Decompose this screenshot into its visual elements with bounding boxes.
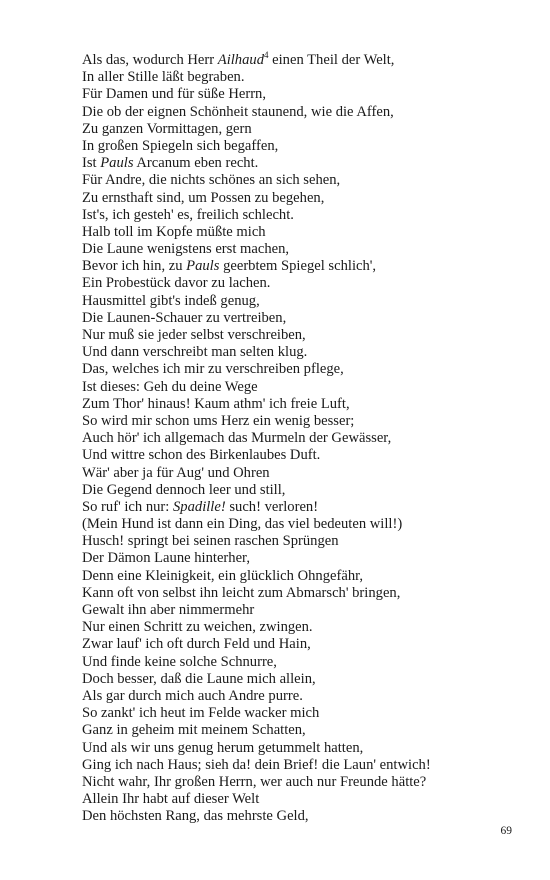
- line-text: Die Launen-Schauer zu vertreiben,: [82, 309, 287, 326]
- line-text: Nur muß sie jeder selbst verschreiben,: [82, 327, 306, 343]
- line-text: Die ob der eignen Schönheit staunend, wie die Affen,: [82, 103, 394, 120]
- italic-text: Pauls: [100, 155, 134, 172]
- poem-line: [82, 327, 522, 344]
- poem-line: [82, 722, 522, 739]
- line-text: Das, welches ich mir zu verschreiben pflege,: [82, 361, 344, 378]
- poem-line: [82, 430, 522, 447]
- line-text: Halb toll im Kopfe müßte mich: [82, 223, 266, 240]
- poem-line: [82, 379, 522, 396]
- line-text: Ein Probestück davor zu lachen.: [82, 275, 271, 292]
- line-text: Und finde keine solche Schnurre,: [82, 653, 277, 670]
- line-text: Ist dieses: Geh du deine Wege: [82, 378, 258, 395]
- line-text: Für Damen und für süße Herrn,: [82, 86, 266, 103]
- poem-line: [82, 757, 522, 774]
- line-text: In großen Spiegeln sich begaffen,: [82, 137, 279, 154]
- line-text: (Mein Hund ist dann ein Ding, das viel bedeuten will!): [82, 516, 403, 533]
- line-text: Der Dämon Laune hinterher,: [82, 550, 250, 567]
- poem-text: [82, 52, 522, 825]
- line-text: So wird mir schon ums Herz ein wenig besser;: [82, 412, 355, 429]
- line-text: Allein Ihr habt auf dieser Welt: [82, 791, 260, 808]
- poem-line: [82, 413, 522, 430]
- poem-line: [82, 344, 522, 361]
- line-text: In aller Stille läßt begraben.: [82, 69, 245, 86]
- poem-line: [82, 121, 522, 138]
- poem-line: [82, 361, 522, 378]
- line-text: Und wittre schon des Birkenlaubes Duft.: [82, 447, 321, 464]
- line-text: Ganz in geheim mit meinem Schatten,: [82, 722, 306, 739]
- line-text: Wär' aber ja für Aug' und Ohren: [82, 464, 270, 481]
- poem-line: [82, 619, 522, 636]
- line-text: So ruf' ich nur:: [82, 498, 173, 515]
- poem-line: [82, 740, 522, 757]
- line-text: Und dann verschreibt man selten klug.: [82, 344, 308, 361]
- line-text: Zwar lauf' ich oft durch Feld und Hain,: [82, 636, 311, 653]
- line-text: geerbtem Spiegel schlich',: [219, 258, 377, 275]
- poem-line: [82, 52, 522, 69]
- line-text: einen Theil der Welt,: [268, 52, 395, 68]
- poem-line: [82, 224, 522, 241]
- line-text: Bevor ich hin, zu: [82, 258, 187, 275]
- poem-line: [82, 568, 522, 585]
- line-text: Doch besser, daß die Laune mich allein,: [82, 670, 316, 687]
- line-text: Als gar durch mich auch Andre purre.: [82, 687, 303, 704]
- poem-line: [82, 654, 522, 671]
- poem-line: [82, 688, 522, 705]
- poem-line: [82, 69, 522, 86]
- line-text: Husch! springt bei seinen raschen Sprüngen: [82, 533, 339, 550]
- line-text: Als das, wodurch Herr: [82, 52, 218, 68]
- poem-line: [82, 104, 522, 121]
- poem-line: [82, 533, 522, 550]
- line-text: Die Gegend dennoch leer und still,: [82, 481, 286, 498]
- footnote-marker: 4: [264, 50, 269, 61]
- poem-line: [82, 499, 522, 516]
- poem-line: [82, 482, 522, 499]
- poem-line: [82, 241, 522, 258]
- poem-line: [82, 774, 522, 791]
- line-text: Nicht wahr, Ihr großen Herrn, wer auch nur Freunde hätte?: [82, 773, 427, 790]
- poem-line: [82, 465, 522, 482]
- poem-line: [82, 705, 522, 722]
- italic-text: Spadille!: [173, 498, 226, 515]
- line-text: Gewalt ihn aber nimmermehr: [82, 602, 255, 618]
- poem-line: [82, 138, 522, 155]
- poem-line: [82, 636, 522, 653]
- poem-line: [82, 516, 522, 533]
- line-text: Zu ernsthaft sind, um Possen zu begehen,: [82, 189, 325, 206]
- poem-line: [82, 585, 522, 602]
- poem-line: [82, 550, 522, 567]
- poem-line: [82, 86, 522, 103]
- line-text: Auch hör' ich allgemach das Murmeln der Gewässer,: [82, 430, 392, 447]
- poem-line: [82, 293, 522, 310]
- line-text: Für Andre, die nichts schönes an sich sehen,: [82, 172, 341, 189]
- page-number: 69: [500, 825, 512, 837]
- line-text: Zum Thor' hinaus! Kaum athm' ich freie Luft,: [82, 395, 350, 412]
- poem-line: [82, 396, 522, 413]
- line-text: Hausmittel gibt's indeß genug,: [82, 292, 260, 309]
- poem-line: [82, 671, 522, 688]
- poem-line: [82, 258, 522, 275]
- line-text: So zankt' ich heut im Felde wacker mich: [82, 705, 320, 722]
- poem-line: [82, 155, 522, 172]
- poem-line: [82, 310, 522, 327]
- line-text: Und als wir uns genug herum getummelt hatten,: [82, 739, 364, 756]
- poem-line: [82, 190, 522, 207]
- poem-line: [82, 447, 522, 464]
- line-text: Zu ganzen Vormittagen, gern: [82, 120, 252, 137]
- line-text: Denn eine Kleinigkeit, ein glücklich Ohngefähr,: [82, 567, 364, 584]
- line-text: Ist: [82, 155, 101, 172]
- italic-text: Pauls: [186, 258, 220, 275]
- italic-text: Ailhaud: [217, 52, 264, 68]
- poem-line: [82, 602, 522, 619]
- line-text: such! verloren!: [225, 498, 319, 515]
- poem-line: [82, 808, 522, 825]
- line-text: Die Laune wenigstens erst machen,: [82, 241, 290, 258]
- poem-line: [82, 275, 522, 292]
- line-text: Nur einen Schritt zu weichen, zwingen.: [82, 619, 313, 636]
- line-text: Ist's, ich gesteh' es, freilich schlecht.: [82, 206, 294, 223]
- poem-line: [82, 207, 522, 224]
- poem-line: [82, 172, 522, 189]
- poem-line: [82, 791, 522, 808]
- line-text: Arcanum eben recht.: [133, 155, 259, 172]
- line-text: Ging ich nach Haus; sieh da! dein Brief! die Laun' entwich!: [82, 756, 431, 773]
- line-text: Den höchsten Rang, das mehrste Geld,: [82, 808, 309, 825]
- line-text: Kann oft von selbst ihn leicht zum Abmarsch' bringen,: [82, 584, 401, 601]
